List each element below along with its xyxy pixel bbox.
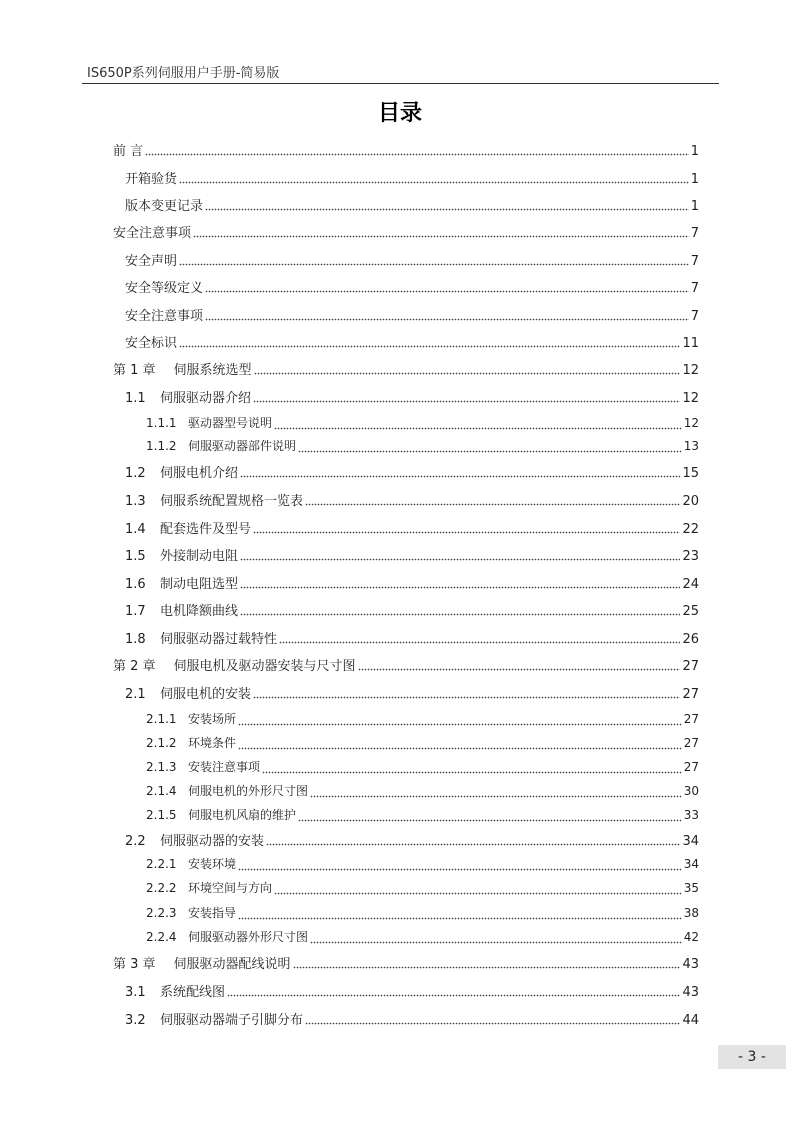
toc-entry-page: 27 xyxy=(682,687,699,702)
toc-entry[interactable] xyxy=(146,904,699,924)
toc-entry-page: 7 xyxy=(690,309,699,324)
toc-entry-number: 1.4 xyxy=(125,522,146,537)
toc-entry-title: 安全声明 xyxy=(125,254,178,269)
toc-entry-page: 34 xyxy=(683,857,699,871)
toc-dot-leader xyxy=(298,447,682,453)
toc-entry-title: 伺服驱动器外形尺寸图 xyxy=(188,930,309,944)
toc-entry-page: 1 xyxy=(690,199,699,214)
toc-entry[interactable] xyxy=(125,981,699,1001)
toc-entry[interactable] xyxy=(125,683,699,703)
toc-dot-leader xyxy=(240,583,680,589)
toc-entry[interactable] xyxy=(125,250,699,270)
toc-dot-leader xyxy=(254,369,681,375)
toc-entry-page: 1 xyxy=(690,172,699,187)
toc-dot-leader xyxy=(253,397,680,403)
toc-entry-page: 25 xyxy=(682,604,699,619)
toc-dot-leader xyxy=(240,472,680,478)
toc-entry-number: 2.1.4 xyxy=(146,784,177,798)
toc-entry[interactable] xyxy=(125,462,699,482)
toc-entry[interactable] xyxy=(113,359,699,379)
toc-entry-page: 7 xyxy=(690,226,699,241)
toc-entry-number: 2.2.4 xyxy=(146,930,177,944)
toc-entry-title: 系统配线图 xyxy=(160,985,226,1000)
toc-entry-number: 2.1.5 xyxy=(146,808,177,822)
toc-dot-leader xyxy=(205,205,689,211)
toc-entry-page: 15 xyxy=(682,466,699,481)
toc-entry-number: 1.6 xyxy=(125,577,146,592)
toc-entry-page: 7 xyxy=(690,254,699,269)
toc-entry-page: 35 xyxy=(683,881,699,895)
toc-entry-page: 27 xyxy=(683,736,699,750)
toc-entry[interactable] xyxy=(125,830,699,850)
toc-entry-page: 42 xyxy=(683,930,699,944)
toc-entry[interactable] xyxy=(113,140,699,160)
page-title: 目录 xyxy=(377,101,422,126)
toc-dot-leader xyxy=(253,693,680,699)
toc-entry[interactable] xyxy=(125,195,699,215)
toc-entry[interactable] xyxy=(125,545,699,565)
toc-dot-leader xyxy=(240,610,680,616)
toc-entry-title: 制动电阻选型 xyxy=(160,577,239,592)
toc-entry-title: 伺服电机及驱动器安装与尺寸图 xyxy=(173,659,356,674)
toc-entry-page: 43 xyxy=(682,985,699,1000)
toc-dot-leader xyxy=(238,914,682,920)
toc-dot-leader xyxy=(238,865,682,871)
toc-entry-page: 27 xyxy=(683,712,699,726)
toc-entry-page: 26 xyxy=(682,632,699,647)
toc-entry-number: 2.1.3 xyxy=(146,760,177,774)
toc-entry-title: 安装注意事项 xyxy=(188,760,261,774)
toc-entry-number: 1.1.1 xyxy=(146,416,177,430)
toc-dot-leader xyxy=(238,720,682,726)
toc-entry-title: 伺服驱动器过载特性 xyxy=(160,632,278,647)
toc-dot-leader xyxy=(205,315,689,321)
toc-dot-leader xyxy=(262,768,682,774)
toc-dot-leader xyxy=(298,816,682,822)
toc-dot-leader xyxy=(274,424,682,430)
toc-entry[interactable] xyxy=(125,490,699,510)
toc-dot-leader xyxy=(205,287,689,293)
toc-entry-title: 伺服驱动器介绍 xyxy=(160,391,252,406)
toc-entry-title: 伺服电机的外形尺寸图 xyxy=(188,784,309,798)
toc-entry-number: 2.2.1 xyxy=(146,857,177,871)
toc-entry[interactable] xyxy=(146,806,699,826)
toc-entry-page: 34 xyxy=(682,834,699,849)
toc-entry-page: 27 xyxy=(683,760,699,774)
toc-dot-leader xyxy=(240,555,680,561)
toc-entry-title: 安全标识 xyxy=(125,336,178,351)
toc-entry-title: 前 言 xyxy=(113,144,144,159)
toc-entry[interactable] xyxy=(146,734,699,754)
toc-entry-title: 伺服驱动器部件说明 xyxy=(188,439,297,453)
toc-entry-page: 33 xyxy=(683,808,699,822)
toc-entry[interactable] xyxy=(125,305,699,325)
toc-entry[interactable] xyxy=(113,222,699,242)
toc-entry-number: 第 3 章 xyxy=(113,957,156,972)
toc-entry-title: 版本变更记录 xyxy=(125,199,204,214)
toc-dot-leader xyxy=(238,744,682,750)
toc-entry-number: 第 1 章 xyxy=(113,363,156,378)
toc-entry[interactable] xyxy=(125,277,699,297)
toc-entry[interactable] xyxy=(125,628,699,648)
toc-entry-title: 伺服驱动器配线说明 xyxy=(173,957,291,972)
toc-dot-leader xyxy=(305,500,680,506)
toc-entry[interactable] xyxy=(125,332,699,352)
toc-entry-title: 配套选件及型号 xyxy=(160,522,252,537)
toc-entry[interactable] xyxy=(125,573,699,593)
toc-entry-page: 30 xyxy=(683,784,699,798)
toc-entry[interactable] xyxy=(125,168,699,188)
toc-entry-title: 安全注意事项 xyxy=(125,309,204,324)
toc-entry[interactable] xyxy=(146,855,699,875)
toc-entry-page: 11 xyxy=(682,336,699,351)
toc-entry-number: 1.3 xyxy=(125,494,146,509)
toc-dot-leader xyxy=(274,889,682,895)
toc-entry-page: 24 xyxy=(682,577,699,592)
toc-entry-title: 安装场所 xyxy=(188,712,237,726)
toc-dot-leader xyxy=(310,792,682,798)
toc-dot-leader xyxy=(305,1019,680,1025)
toc-entry[interactable] xyxy=(125,518,699,538)
toc-entry-title: 伺服系统配置规格一览表 xyxy=(160,494,304,509)
toc-entry-number: 1.1.2 xyxy=(146,439,177,453)
toc-entry-number: 2.1.1 xyxy=(146,712,177,726)
toc-entry-page: 20 xyxy=(682,494,699,509)
toc-dot-leader xyxy=(193,232,689,238)
toc-dot-leader xyxy=(253,528,680,534)
toc-dot-leader xyxy=(266,840,680,846)
toc-entry-number: 2.1 xyxy=(125,687,146,702)
toc-entry-number: 1.1 xyxy=(125,391,146,406)
toc-entry-page: 44 xyxy=(682,1013,699,1028)
toc-entry-page: 7 xyxy=(690,281,699,296)
toc-entry[interactable] xyxy=(125,387,699,407)
toc-entry[interactable] xyxy=(125,600,699,620)
page-number-badge: - 3 - xyxy=(718,1045,786,1069)
toc-entry-page: 43 xyxy=(682,957,699,972)
toc-dot-leader xyxy=(227,991,680,997)
toc-entry[interactable] xyxy=(146,879,699,899)
toc-entry-number: 1.7 xyxy=(125,604,146,619)
toc-entry-page: 12 xyxy=(682,391,699,406)
toc-entry[interactable] xyxy=(146,782,699,802)
toc-dot-leader xyxy=(179,342,680,348)
toc-entry-title: 伺服电机风扇的维护 xyxy=(188,808,297,822)
toc-entry-title: 伺服电机介绍 xyxy=(160,466,239,481)
toc-entry-title: 驱动器型号说明 xyxy=(188,416,273,430)
toc-entry-title: 环境条件 xyxy=(188,736,237,750)
toc-entry-number: 第 2 章 xyxy=(113,659,156,674)
toc-entry-page: 13 xyxy=(683,439,699,453)
toc-entry[interactable] xyxy=(113,655,699,675)
running-header: IS650P系列伺服用户手册-简易版 xyxy=(87,66,280,81)
toc-entry-page: 1 xyxy=(690,144,699,159)
toc-entry-title: 伺服驱动器的安装 xyxy=(160,834,265,849)
toc-entry-title: 外接制动电阻 xyxy=(160,549,239,564)
toc-entry-number: 3.2 xyxy=(125,1013,146,1028)
toc-entry[interactable] xyxy=(146,414,699,434)
toc-entry-number: 3.1 xyxy=(125,985,146,1000)
toc-entry-page: 27 xyxy=(682,659,699,674)
toc-dot-leader xyxy=(293,963,681,969)
toc-dot-leader xyxy=(179,260,689,266)
toc-entry-page: 12 xyxy=(683,416,699,430)
toc-entry-number: 2.2 xyxy=(125,834,146,849)
toc-entry-number: 2.1.2 xyxy=(146,736,177,750)
toc-dot-leader xyxy=(145,150,689,156)
toc-dot-leader xyxy=(358,665,681,671)
toc-entry-page: 22 xyxy=(682,522,699,537)
toc-entry[interactable] xyxy=(146,710,699,730)
toc-dot-leader xyxy=(310,938,682,944)
toc-entry-title: 安全注意事项 xyxy=(113,226,192,241)
toc-entry-number: 1.8 xyxy=(125,632,146,647)
toc-entry[interactable] xyxy=(146,758,699,778)
toc-entry-title: 安装环境 xyxy=(188,857,237,871)
toc-entry-title: 伺服电机的安装 xyxy=(160,687,252,702)
toc-entry[interactable] xyxy=(146,437,699,457)
toc-entry-number: 2.2.3 xyxy=(146,906,177,920)
toc-entry[interactable] xyxy=(125,1009,699,1029)
toc-entry-title: 伺服驱动器端子引脚分布 xyxy=(160,1013,304,1028)
toc-entry-title: 伺服系统选型 xyxy=(173,363,252,378)
toc-entry-number: 1.5 xyxy=(125,549,146,564)
toc-entry-page: 38 xyxy=(683,906,699,920)
toc-entry-title: 环境空间与方向 xyxy=(188,881,273,895)
toc-entry-page: 23 xyxy=(682,549,699,564)
toc-entry[interactable] xyxy=(113,953,699,973)
toc-entry-number: 1.2 xyxy=(125,466,146,481)
toc-dot-leader xyxy=(179,178,689,184)
toc-entry[interactable] xyxy=(146,928,699,948)
toc-entry-number: 2.2.2 xyxy=(146,881,177,895)
toc-dot-leader xyxy=(279,638,680,644)
toc-entry-page: 12 xyxy=(682,363,699,378)
toc-entry-title: 电机降额曲线 xyxy=(160,604,239,619)
toc-entry-title: 安装指导 xyxy=(188,906,237,920)
toc-entry-title: 安全等级定义 xyxy=(125,281,204,296)
toc-entry-title: 开箱验货 xyxy=(125,172,178,187)
